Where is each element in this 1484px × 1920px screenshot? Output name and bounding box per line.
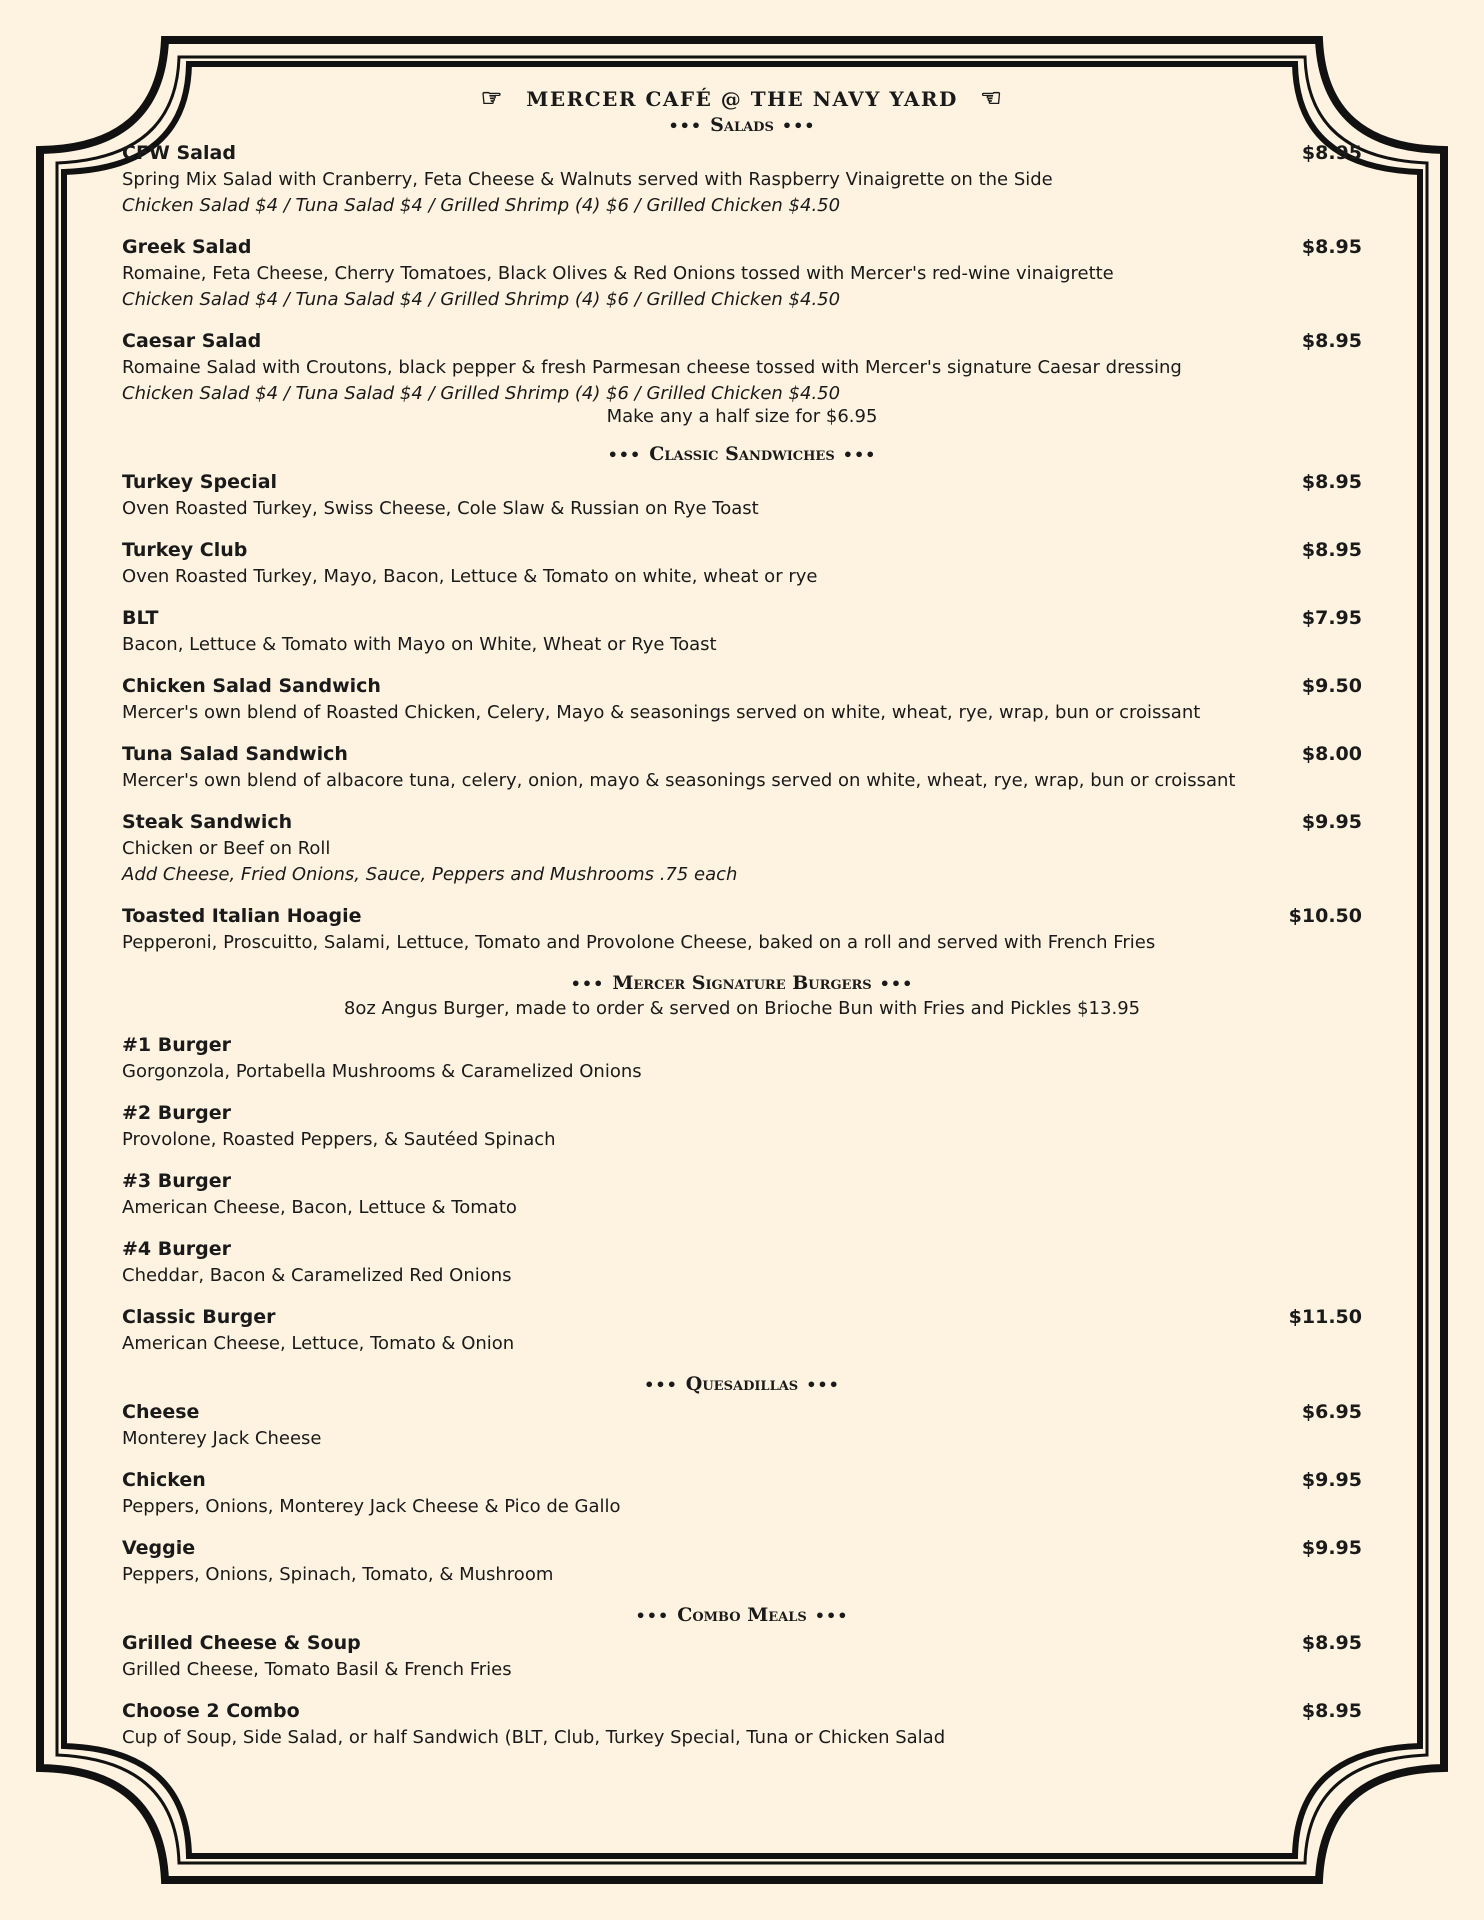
item-name: Classic Burger (122, 1306, 276, 1328)
section-note: 8oz Angus Burger, made to order & served on Brioche Bun with Fries and Pickles $13.95 (343, 998, 1141, 1019)
item-description: Romaine, Feta Cheese, Cherry Tomatoes, Black Olives & Red Onions tossed with Mercer's red-wine vinaigrette (122, 263, 1114, 284)
section-burgers (122, 970, 1362, 1357)
item-description: Cup of Soup, Side Salad, or half Sandwich (BLT, Club, Turkey Special, Tuna or Chicken Salad (122, 1727, 946, 1748)
item-description: Mercer's own blend of Roasted Chicken, Celery, Mayo & seasonings served on white, wheat, rye, wrap, bun or croissant (122, 702, 1201, 723)
menu-item-header (122, 1303, 1362, 1331)
item-name: Chicken Salad Sandwich (122, 675, 381, 697)
menu-item-header (122, 327, 1362, 355)
section-heading-burgers (122, 970, 1362, 997)
item-name: #1 Burger (122, 1034, 231, 1056)
menu-item (122, 1099, 1362, 1153)
menu-item-header (122, 1466, 1362, 1494)
item-price: $9.50 (1301, 675, 1362, 697)
item-description: Romaine Salad with Croutons, black pepper & fresh Parmesan cheese tossed with Mercer's signature Caesar dressing (122, 357, 1182, 378)
section-title: Combo Meals (677, 1604, 807, 1626)
item-name: Cheese (122, 1401, 200, 1423)
dots-ornament: ••• (607, 445, 642, 464)
item-name: Toasted Italian Hoagie (122, 905, 362, 927)
item-name: Tuna Salad Sandwich (122, 743, 348, 765)
item-description: American Cheese, Bacon, Lettuce & Tomato (122, 1197, 517, 1218)
menu-item-header (122, 468, 1362, 496)
item-description: Chicken or Beef on Roll (122, 838, 331, 859)
menu-title (122, 84, 1362, 112)
section-heading-sandwiches (122, 441, 1362, 468)
pointing-left-hand-icon: ☜ (980, 83, 1004, 112)
menu-item (122, 468, 1362, 522)
item-price: $9.95 (1301, 1469, 1362, 1491)
menu-item (122, 1398, 1362, 1452)
item-add-ons: Chicken Salad $4 / Tuna Salad $4 / Grilled Shrimp (4) $6 / Grilled Chicken $4.50 (122, 383, 841, 404)
menu-item-header (122, 536, 1362, 564)
menu-item-header (122, 1629, 1362, 1657)
item-name: BLT (122, 607, 159, 629)
item-add-ons: Chicken Salad $4 / Tuna Salad $4 / Grilled Shrimp (4) $6 / Grilled Chicken $4.50 (122, 195, 841, 216)
item-price: $6.95 (1301, 1401, 1362, 1423)
menu-item (122, 902, 1362, 956)
item-price: $8.95 (1301, 471, 1362, 493)
item-price: $8.95 (1301, 1632, 1362, 1654)
item-description: Mercer's own blend of albacore tuna, celery, onion, mayo & seasonings served on white, wheat, rye, wrap, bun or croissant (122, 770, 1236, 791)
item-name: Steak Sandwich (122, 811, 293, 833)
item-name: #3 Burger (122, 1170, 231, 1192)
item-add-ons: Chicken Salad $4 / Tuna Salad $4 / Grilled Shrimp (4) $6 / Grilled Chicken $4.50 (122, 289, 841, 310)
section-title: Quesadillas (685, 1373, 799, 1395)
menu-item-header (122, 672, 1362, 700)
menu-item-header (122, 1167, 1362, 1195)
menu-item (122, 1629, 1362, 1683)
item-description: Cheddar, Bacon & Caramelized Red Onions (122, 1265, 512, 1286)
section-title: Classic Sandwiches (649, 443, 835, 465)
dots-ornament: ••• (635, 1606, 670, 1625)
menu-item-header (122, 139, 1362, 167)
menu-item-header (122, 808, 1362, 836)
item-name: #4 Burger (122, 1238, 231, 1260)
menu-item (122, 536, 1362, 590)
menu-item-header (122, 1031, 1362, 1059)
item-price: $9.95 (1301, 811, 1362, 833)
item-description: Pepperoni, Proscuitto, Salami, Lettuce, Tomato and Provolone Cheese, baked on a roll and served with French Fries (122, 932, 1156, 953)
section-combos (122, 1602, 1362, 1751)
menu-item (122, 1303, 1362, 1357)
dots-ornament: ••• (644, 1375, 678, 1394)
menu-item (122, 1167, 1362, 1221)
pointing-right-hand-icon: ☞ (480, 83, 504, 112)
dots-ornament: ••• (814, 1606, 849, 1625)
item-price: $8.95 (1301, 1700, 1362, 1722)
item-price: $8.95 (1301, 539, 1362, 561)
item-description: Gorgonzola, Portabella Mushrooms & Caramelized Onions (122, 1061, 642, 1082)
menu-item (122, 1031, 1362, 1085)
item-description: American Cheese, Lettuce, Tomato & Onion (122, 1333, 515, 1354)
section-quesadillas (122, 1371, 1362, 1588)
dots-ornament: ••• (570, 974, 605, 993)
item-description: Spring Mix Salad with Cranberry, Feta Cheese & Walnuts served with Raspberry Vinaigrette on the Side (122, 169, 1053, 190)
dots-ornament: ••• (806, 1375, 840, 1394)
menu-item-header (122, 902, 1362, 930)
item-description: Bacon, Lettuce & Tomato with Mayo on White, Wheat or Rye Toast (122, 634, 717, 655)
item-name: Chicken (122, 1469, 206, 1491)
section-title: Mercer Signature Burgers (612, 972, 872, 994)
item-name: Turkey Special (122, 471, 278, 493)
menu-item-header (122, 604, 1362, 632)
dots-ornament: ••• (842, 445, 877, 464)
item-name: Caesar Salad (122, 330, 262, 352)
dots-ornament: ••• (879, 974, 914, 993)
menu-item (122, 1235, 1362, 1289)
item-price: $7.95 (1301, 607, 1362, 629)
menu-item-header (122, 740, 1362, 768)
item-description: Oven Roasted Turkey, Swiss Cheese, Cole Slaw & Russian on Rye Toast (122, 498, 759, 519)
dots-ornament: ••• (781, 116, 816, 135)
menu-item (122, 1697, 1362, 1751)
item-name: Veggie (122, 1537, 196, 1559)
item-name: CFW Salad (122, 142, 236, 164)
menu-item (122, 327, 1362, 407)
item-name: Grilled Cheese & Soup (122, 1632, 361, 1654)
item-description: Peppers, Onions, Monterey Jack Cheese & Pico de Gallo (122, 1496, 621, 1517)
dots-ornament: ••• (668, 116, 703, 135)
section-heading-quesadillas (122, 1371, 1362, 1398)
menu-item (122, 1466, 1362, 1520)
menu-item (122, 808, 1362, 888)
menu-item-header (122, 1697, 1362, 1725)
menu-item (122, 740, 1362, 794)
item-add-ons: Add Cheese, Fried Onions, Sauce, Peppers and Mushrooms .75 each (122, 864, 738, 885)
menu-item (122, 233, 1362, 313)
item-price: $10.50 (1288, 905, 1362, 927)
item-price: $8.00 (1301, 743, 1362, 765)
section-salads (122, 112, 1362, 429)
item-name: Choose 2 Combo (122, 1700, 300, 1722)
item-name: Turkey Club (122, 539, 248, 561)
section-heading-combos (122, 1602, 1362, 1629)
item-description: Oven Roasted Turkey, Mayo, Bacon, Lettuce & Tomato on white, wheat or rye (122, 566, 818, 587)
section-heading-salads (122, 112, 1362, 139)
item-description: Grilled Cheese, Tomato Basil & French Fries (122, 1659, 512, 1680)
menu-item-header (122, 1099, 1362, 1127)
item-description: Peppers, Onions, Spinach, Tomato, & Mushroom (122, 1564, 554, 1585)
item-name: #2 Burger (122, 1102, 231, 1124)
item-price: $11.50 (1288, 1306, 1362, 1328)
menu-item (122, 672, 1362, 726)
menu-item (122, 1534, 1362, 1588)
section-sandwiches (122, 441, 1362, 956)
item-name: Greek Salad (122, 236, 252, 258)
section-title: Salads (710, 114, 774, 136)
menu-item-header (122, 1235, 1362, 1263)
item-price: $8.95 (1301, 330, 1362, 352)
cafe-name: MERCER CAFÉ @ THE NAVY YARD (526, 87, 958, 111)
menu-item (122, 139, 1362, 219)
menu-item-header (122, 1534, 1362, 1562)
menu-item (122, 604, 1362, 658)
item-price: $9.95 (1301, 1537, 1362, 1559)
item-description: Provolone, Roasted Peppers, & Sautéed Spinach (122, 1129, 556, 1150)
menu-content (122, 84, 1362, 1765)
item-description: Monterey Jack Cheese (122, 1428, 322, 1449)
item-price: $8.95 (1301, 236, 1362, 258)
menu-item-header (122, 1398, 1362, 1426)
menu-item-header (122, 233, 1362, 261)
section-note: Make any a half size for $6.95 (606, 406, 878, 427)
item-price: $8.95 (1301, 142, 1362, 164)
